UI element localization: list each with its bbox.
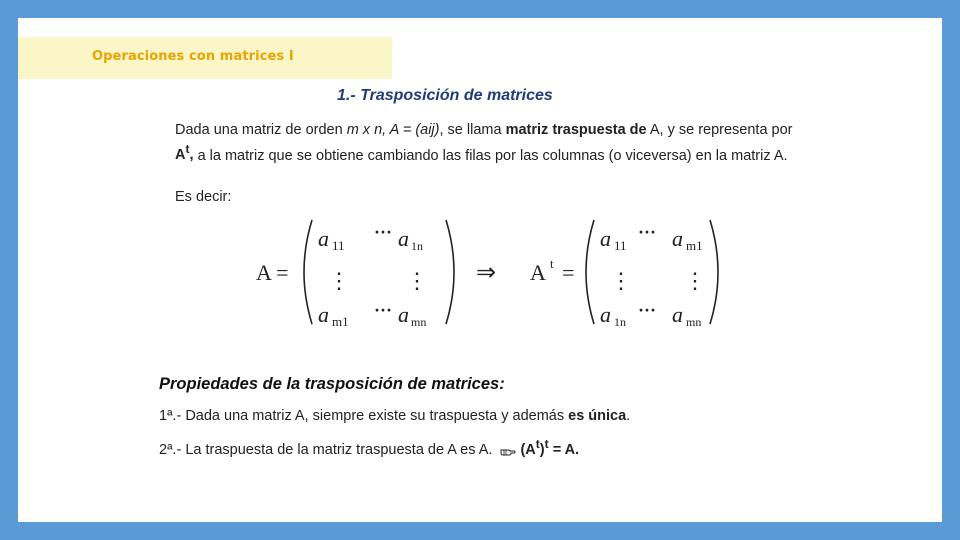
prop1-bold: es única	[568, 408, 627, 424]
implies-symbol: ⇒	[476, 260, 497, 286]
para-symbol: A	[175, 147, 186, 164]
para-text: a la matriz que se obtiene cambiando las filas por las columnas (o viceversa) en la matriz A.	[193, 147, 788, 164]
right-hdots-bottom: ···	[638, 300, 657, 320]
left-am1: a	[318, 302, 329, 327]
para-bold-term: matriz traspuesta de	[505, 122, 647, 138]
right-vdots-right: ⋮	[684, 268, 706, 293]
prop2-expr-open: (A	[520, 441, 536, 458]
prop2-expr-close: )	[539, 441, 545, 458]
left-a1n: a	[398, 226, 409, 251]
matrix-equation	[248, 216, 728, 328]
left-amn-sub: mn	[411, 315, 427, 328]
slide	[18, 18, 942, 522]
prop1-text: 1ª.- Dada una matriz A, siempre existe su traspuesta y además	[159, 408, 569, 424]
right-amn: a	[672, 302, 683, 327]
right-a1n-sub: 1n	[614, 315, 626, 328]
matrix-svg	[248, 216, 728, 328]
left-am1-sub: m1	[332, 314, 349, 328]
prop2-result: = A.	[548, 441, 580, 458]
rhs-sup: t	[550, 256, 554, 271]
left-a11: a	[318, 226, 329, 251]
section-heading: 1.- Trasposición de matrices	[337, 87, 553, 104]
right-matrix-open-paren	[586, 220, 594, 324]
prop2-text: 2ª.- La traspuesta de la matriz traspuesta de A es A.	[159, 441, 497, 458]
left-matrix-open-paren	[304, 220, 312, 324]
prop2-sup2: t	[544, 437, 549, 451]
property-1	[159, 408, 630, 424]
right-a1n: a	[600, 302, 611, 327]
left-hdots-top: ···	[374, 222, 393, 242]
lhs-label: A =	[256, 260, 289, 285]
properties-title: Propiedades de la trasposición de matrices:	[159, 375, 505, 393]
right-matrix-close-paren	[710, 220, 718, 324]
prop1-period: .	[626, 408, 631, 424]
para-comma: ,	[189, 147, 194, 164]
right-hdots-top: ···	[638, 222, 657, 242]
property-2	[159, 437, 579, 458]
para-text: , se llama	[439, 122, 506, 138]
right-a11: a	[600, 226, 611, 251]
left-a1n-sub: 1n	[411, 239, 423, 253]
left-matrix-close-paren	[446, 220, 454, 324]
left-vdots-right: ⋮	[406, 268, 428, 293]
para-text: Dada una matriz de orden	[175, 122, 347, 138]
rhs-base: A	[530, 260, 546, 285]
left-hdots-bottom: ···	[374, 300, 393, 320]
definition-paragraph	[175, 121, 795, 166]
pointing-hand-icon	[500, 445, 516, 455]
para-text: A, y se representa por	[646, 122, 793, 138]
right-am1-sub: m1	[686, 238, 703, 253]
rhs-equals: =	[562, 260, 575, 285]
slide-title: Operaciones con matrices I	[92, 49, 294, 64]
right-amn-sub: mn	[686, 315, 702, 328]
prop2-sup1: t	[535, 437, 540, 451]
es-decir-label: Es decir:	[175, 189, 232, 205]
right-am1: a	[672, 226, 683, 251]
para-order: m x n, A = (aij)	[346, 122, 440, 138]
para-symbol-sup: t	[185, 142, 190, 157]
left-vdots-left: ⋮	[328, 268, 350, 293]
left-a11-sub: 11	[332, 238, 345, 253]
title-box	[18, 37, 392, 79]
right-vdots-left: ⋮	[610, 268, 632, 293]
right-a11-sub: 11	[614, 238, 627, 253]
left-amn: a	[398, 302, 409, 327]
